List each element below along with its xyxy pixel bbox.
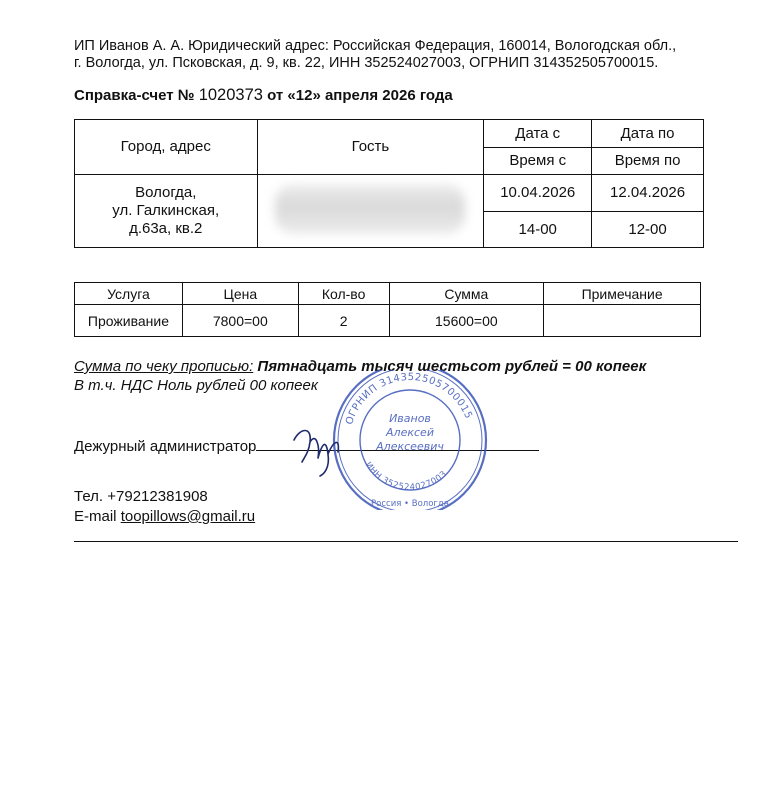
header-note: Примечание	[544, 283, 701, 305]
guest-cell-redacted	[257, 175, 484, 248]
stamp-ogrnip: ОГРНИП 314352505700015	[344, 371, 474, 427]
header-date-to: Дата по	[592, 120, 704, 148]
document-title	[74, 86, 453, 105]
sum-in-words-label: Сумма по чеку прописью:	[74, 358, 254, 375]
header-line-2: г. Вологда, ул. Псковская, д. 9, кв. 22, ИНН 352524027003, ОГРНИП 314352505700015.	[74, 55, 659, 71]
invoice-number: 1020373	[198, 86, 263, 104]
time-from-value: 14-00	[484, 212, 592, 248]
stamp-patronymic: Алексеевич	[376, 440, 444, 453]
stamp-region: Россия • Вологда	[371, 499, 449, 509]
service-table	[74, 282, 701, 337]
header-city-address: Город, адрес	[75, 120, 258, 175]
svg-text:ИНН 352524027003	[363, 460, 449, 492]
header-service: Услуга	[75, 283, 183, 305]
sum-in-words-value: Пятнадцать тысяч шестьсот рублей = 00 копеек	[257, 358, 647, 375]
table-row	[75, 305, 701, 337]
title-prefix: Справка-счет №	[74, 87, 195, 104]
email-line	[74, 508, 255, 525]
header-guest: Гость	[257, 120, 484, 175]
email-label: E-mail	[74, 508, 117, 525]
header-quantity: Кол-во	[298, 283, 389, 305]
date-to-value: 12.04.2026	[592, 175, 704, 212]
header-date-from: Дата с	[484, 120, 592, 148]
price-value: 7800=00	[182, 305, 298, 337]
address-line-3: д.63а, кв.2	[129, 220, 203, 237]
sum-value: 15600=00	[389, 305, 544, 337]
header-time-to: Время по	[592, 148, 704, 175]
admin-label: Дежурный администратор	[74, 438, 257, 455]
bottom-divider	[74, 541, 738, 542]
guest-table	[74, 119, 704, 248]
stamp-inn: ИНН 352524027003	[362, 460, 450, 493]
header-line-1: ИП Иванов А. А. Юридический адрес: Российская Федерация, 160014, Вологодская обл.,	[74, 38, 677, 54]
header-sum: Сумма	[389, 283, 544, 305]
quantity-value: 2	[298, 305, 389, 337]
stamp-surname: Иванов	[389, 412, 431, 425]
stamp-name: Алексей	[386, 426, 434, 439]
address-line-2: ул. Галкинская,	[112, 202, 220, 219]
service-value: Проживание	[75, 305, 183, 337]
address-line-1: Вологда,	[135, 184, 197, 201]
title-date: от «12» апреля 2026 года	[267, 87, 453, 104]
address-cell	[75, 175, 258, 248]
email-link[interactable]: toopillows@gmail.ru	[120, 508, 256, 525]
header-price: Цена	[182, 283, 298, 305]
time-to-value: 12-00	[592, 212, 704, 248]
date-from-value: 10.04.2026	[484, 175, 592, 212]
redacted-guest-name	[275, 184, 465, 234]
note-value	[544, 305, 701, 337]
phone: Тел. +79212381908	[74, 488, 208, 505]
handwritten-signature	[290, 418, 360, 478]
header-time-from: Время с	[484, 148, 592, 175]
vat-line: В т.ч. НДС Ноль рублей 00 копеек	[74, 377, 318, 394]
